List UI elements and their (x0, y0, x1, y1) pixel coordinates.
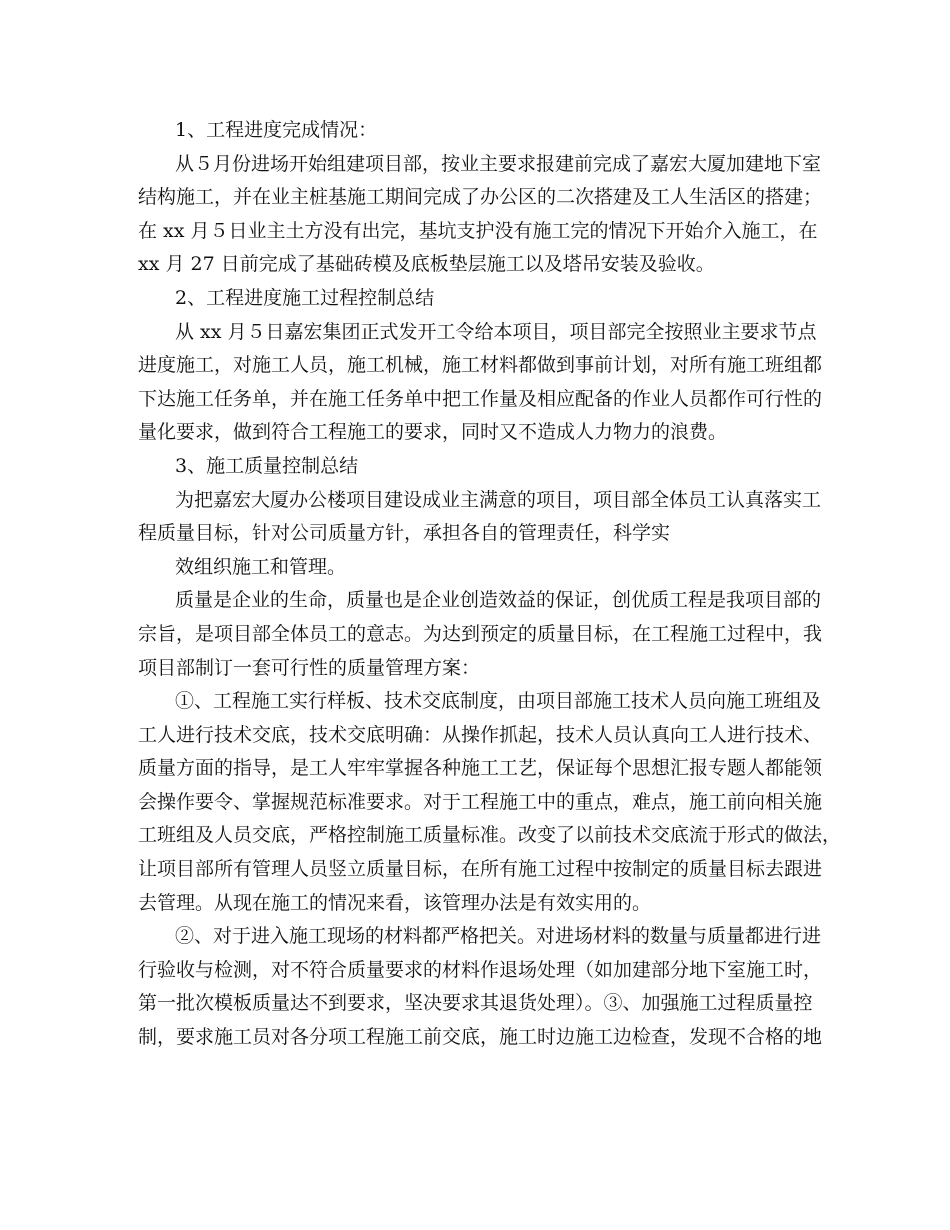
text-line: xx 月 27 日前完成了基础砖模及底板垫层施工以及塔吊安装及验收。 (138, 253, 715, 276)
text-line: 效组织施工和管理。 (175, 555, 347, 578)
text-line: 量化要求，做到符合工程施工的要求，同时又不造成人力物力的浪费。 (138, 421, 728, 444)
text-line: 从 xx 月５日嘉宏集团正式发开工令给本项目，项目部完全按照业主要求节点 (175, 320, 817, 343)
text-line: 质量是企业的生命，质量也是企业创造效益的保证，创优质工程是我项目部的 (175, 589, 822, 612)
text-line: ①、工程施工实行样板、技术交底制度，由项目部施工技术人员向施工班组及 (175, 690, 822, 713)
text-line: 结构施工，并在业主桩基施工期间完成了办公区的二次搭建及工人生活区的搭建； (138, 186, 823, 209)
text-line: 让项目部所有管理人员竖立质量目标，在所有施工过程中按制定的质量目标去跟进 (138, 858, 823, 881)
text-line: 制，要求施工员对各分项工程施工前交底，施工时边施工边检查，发现不合格的地 (138, 1026, 823, 1049)
text-line: 1、工程进度完成情况： (175, 119, 378, 141)
text-line: 下达施工任务单，并在施工任务单中把工作量及相应配备的作业人员都作可行性的 (138, 387, 823, 410)
text-line: 3、施工质量控制总结 (175, 454, 359, 477)
text-line: 质量方面的指导，是工人牢牢掌握各种施工工艺，保证每个思想汇报专题人都能领 (138, 757, 823, 780)
text-line: 行验收与检测，对不符合质量要求的材料作退场处理（如加建部分地下室施工时， (138, 958, 823, 981)
text-line: 项目部制订一套可行性的质量管理方案： (138, 656, 481, 679)
text-line: 去管理。从现在施工的情况来看，该管理办法是有效实用的。 (138, 891, 652, 914)
text-line: 2、工程进度施工过程控制总结 (175, 286, 435, 309)
text-line: 宗旨，是项目部全体员工的意志。为达到预定的质量目标，在工程施工过程中，我 (138, 622, 823, 645)
text-line: 程质量目标，针对公司质量方针，承担各自的管理责任，科学实 (138, 522, 671, 545)
text-line: 工班组及人员交底，严格控制施工质量标准。改变了以前技术交底流于形式的做法， (138, 824, 842, 847)
text-line: 从５月份进场开始组建项目部，按业主要求报建前完成了嘉宏大厦加建地下室 (175, 152, 822, 175)
text-line: 工人进行技术交底，技术交底明确：从操作抓起，技术人员认真向工人进行技术、 (138, 723, 823, 746)
text-line: ②、对于进入施工现场的材料都严格把关。对进场材料的数量与质量都进行进 (175, 925, 822, 948)
text-line: 会操作要令、掌握规范标准要求。对于工程施工中的重点，难点，施工前向相关施 (138, 790, 823, 813)
text-line: 第一批次模板质量达不到要求，坚决要求其退货处理）。③、加强施工过程质量控 (138, 992, 813, 1015)
document-body (138, 114, 842, 1055)
text-line: 进度施工，对施工人员，施工机械，施工材料都做到事前计划，对所有施工班组都 (138, 354, 823, 377)
text-line: 在 xx 月５日业主土方没有出完，基坑支护没有施工完的情况下开始介入施工，在 (138, 219, 818, 242)
text-line: 为把嘉宏大厦办公楼项目建设成业主满意的项目，项目部全体员工认真落实工 (175, 488, 822, 511)
